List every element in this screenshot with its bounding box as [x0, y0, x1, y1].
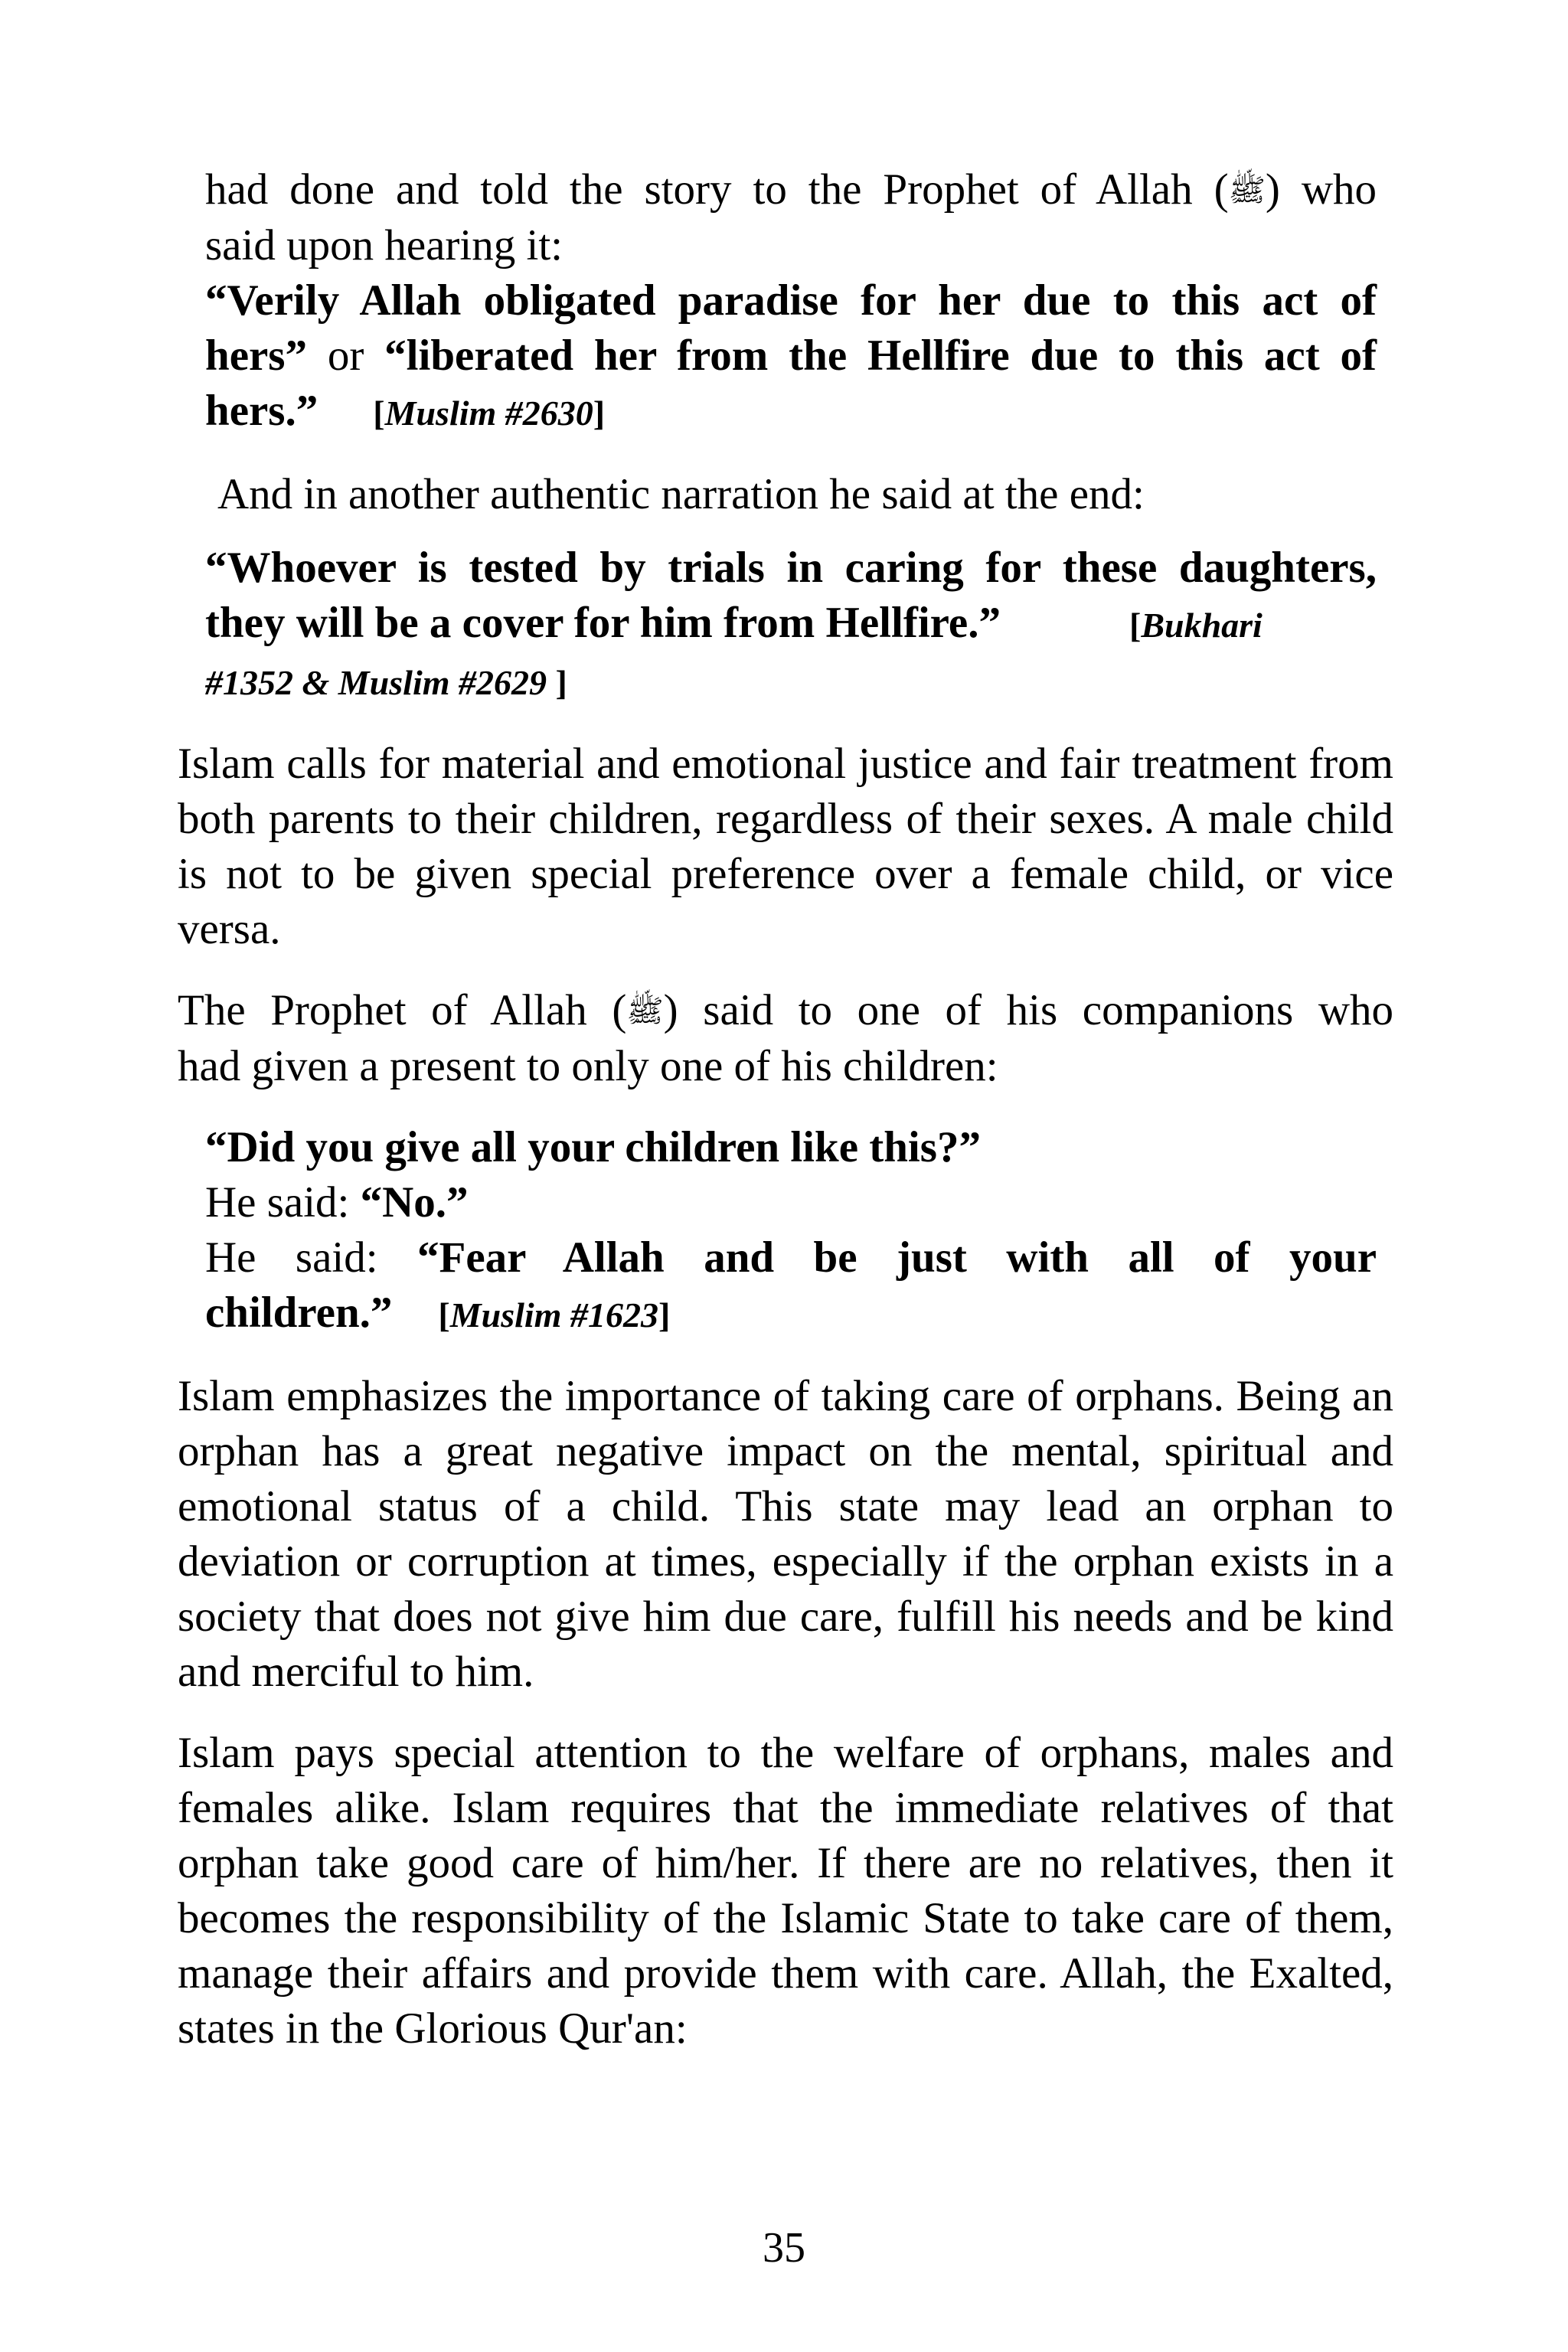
paragraph-orphan-welfare	[178, 1726, 1393, 2056]
pbuh-symbol-icon: ﷺ	[1228, 173, 1266, 207]
pbuh-symbol-icon: ﷺ	[626, 994, 664, 1028]
text-line: had given a present to only one of his children:	[178, 1042, 998, 1090]
page-number: 35	[763, 2224, 805, 2272]
text-segment: The Prophet of Allah (	[178, 986, 627, 1034]
hadith-quote-line	[205, 328, 1377, 384]
text-segment: ) said to one of his companions who	[663, 986, 1393, 1034]
hadith-block-3	[205, 1120, 1377, 1343]
hadith-quote-line: “Verily Allah obligated paradise for her due to this act of	[205, 276, 1377, 325]
narration-intro	[217, 467, 1377, 522]
text-line: And in another authentic narration he said at the end:	[217, 470, 1145, 518]
dialogue-line	[205, 1230, 1377, 1285]
hadith-quote-line: “Whoever is tested by trials in caring for these daughters,	[205, 544, 1377, 592]
dialogue-line	[205, 1175, 1377, 1230]
text-line: said upon hearing it:	[205, 221, 563, 270]
hadith-reference: [Muslim #2630]	[373, 394, 606, 433]
hadith-quote-line	[205, 596, 1377, 653]
paragraph-text: Islam emphasizes the importance of taking care of orphans. Being an orphan has a great negative impact on the mental, spiritual and emotional status of a child. This state may lead an orphan to deviation or corruption at times, especially if the orphan exists in a society that does not give him due care, fulfill his needs and be kind and merciful to him.	[178, 1372, 1393, 1696]
text-segment: He said:	[205, 1178, 361, 1227]
paragraph-text: Islam calls for material and emotional justice and fair treatment from both parents to their children, regardless of their sexes. A male child is not to be given special preference over a female child, or vice versa.	[178, 740, 1393, 953]
hadith-quote-line: “Did you give all your children like this?”	[205, 1123, 981, 1171]
quote-segment: hers”	[205, 332, 307, 380]
paragraph-justice	[178, 737, 1393, 957]
paragraph-orphans	[178, 1369, 1393, 1700]
text-line	[205, 162, 1377, 218]
quote-segment: hers.”	[205, 387, 318, 435]
hadith-block-2	[205, 541, 1377, 710]
text-segment: He said:	[205, 1233, 418, 1282]
text-segment: had done and told the story to the Prophet of Allah (	[205, 165, 1229, 214]
hadith-reference: [Bukhari	[1129, 606, 1263, 645]
quote-segment: “liberated her from the Hellfire due to this act of	[384, 332, 1377, 380]
paragraph-prophet-companions	[178, 983, 1393, 1094]
quote-segment: children.”	[205, 1289, 393, 1337]
hadith-reference-line	[205, 653, 1377, 710]
text-line	[178, 983, 1393, 1039]
hadith-reference: #1352 & Muslim #2629 ]	[205, 663, 567, 702]
quote-segment: “Fear Allah and be just with all of your	[417, 1233, 1377, 1282]
hadith-block-1	[205, 162, 1377, 441]
hadith-quote-line	[205, 1285, 1377, 1343]
page-content	[178, 162, 1393, 2056]
text-segment: ) who	[1265, 165, 1377, 214]
paragraph-text: Islam pays special attention to the welfare of orphans, males and females alike. Islam requires that the immediate relatives of that orphan take good care of him/her. If there are no relatives, then it becomes the responsibility of the Islamic State to take care of them, manage their affairs and provide them with care. Allah, the Exalted, states in the Glorious Qur'an:	[178, 1729, 1393, 2053]
text-segment: or	[306, 332, 385, 380]
hadith-quote-line	[205, 384, 1377, 441]
quote-segment: “No.”	[360, 1178, 469, 1227]
hadith-reference: [Muslim #1623]	[438, 1295, 671, 1334]
quote-segment: they will be a cover for him from Hellfire.”	[205, 599, 1001, 647]
